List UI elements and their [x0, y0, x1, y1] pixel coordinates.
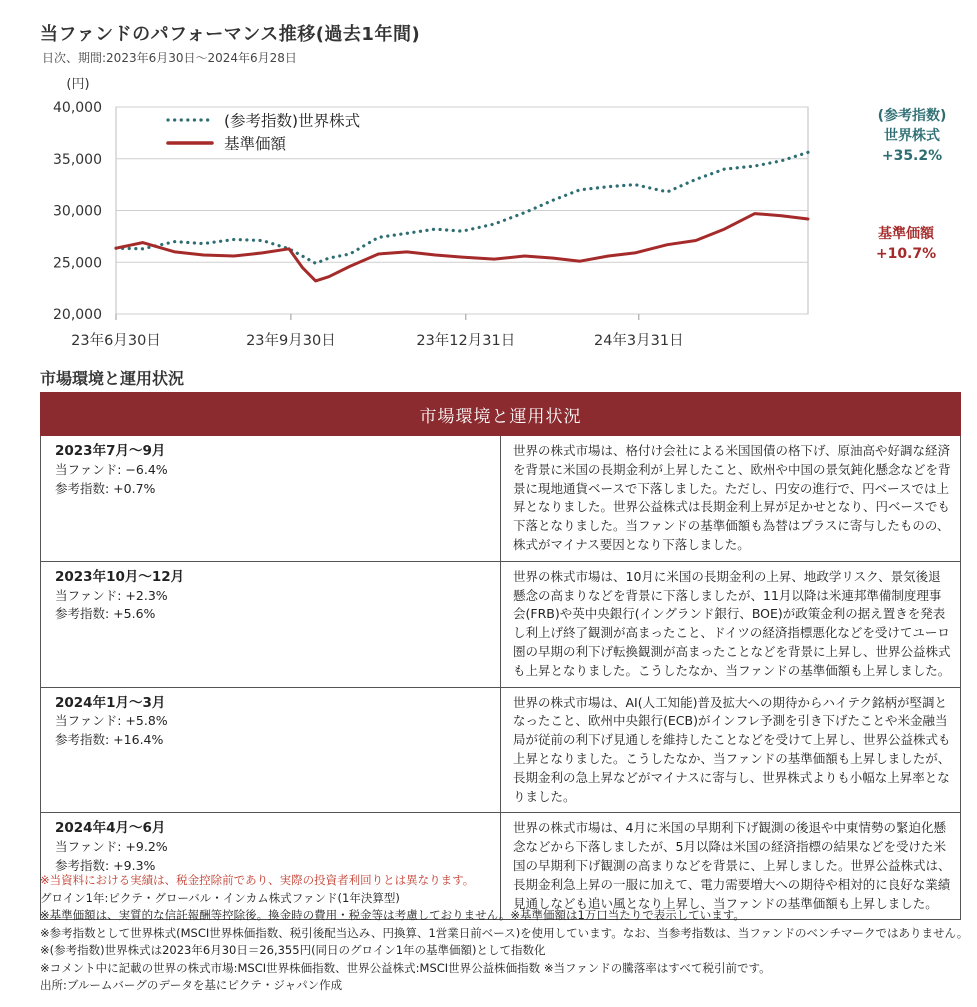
footnote-line: ※当資料における実績は、税金控除前であり、実際の投資者利回りとは異なります。 — [40, 873, 475, 887]
table-row — [41, 687, 961, 813]
footnote-line: 出所:ブルームバーグのデータを基にピクテ・ジャパン作成 — [40, 978, 343, 992]
period-label: 2024年1月～3月 — [55, 694, 166, 711]
market-environment-table — [40, 392, 961, 920]
index-return: 参考指数: +9.3% — [55, 857, 156, 873]
period-cell — [41, 687, 501, 813]
fund-return-value: +10.7% — [875, 246, 937, 262]
y-tick-label: 25,000 — [53, 255, 102, 272]
y-axis-label: (円) — [66, 77, 90, 92]
comment-cell: 世界の株式市場は、10月に米国の長期金利の上昇、地政学リスク、景気後退懸念の高まりなどを背景に下落しましたが、11月以降は米連邦準備制度理事会(FRB)や英中央銀行(イングランド銀行、BOE)が政策金利の据え置きを発表し利上げ終了観測が高まったこと、ドイツの経済指標悪化などを受けてユーロ圏の早期の利下げ転換観測が高まったことなどを背景に上昇し、世界公益株式も上昇となりました。こうしたなか、当ファンドの基準価額も上昇しました。 — [501, 561, 961, 687]
table-header: 市場環境と運用状況 — [41, 393, 961, 436]
index-return: 参考指数: +16.4% — [55, 732, 164, 748]
period-label: 2024年4月～6月 — [55, 820, 166, 837]
fund-label-title: 基準価額 — [878, 226, 934, 242]
series-line-index — [116, 152, 808, 263]
series-line-fund — [116, 214, 808, 281]
page-title: 当ファンドのパフォーマンス推移(過去1年間) — [40, 24, 421, 45]
fund-label — [858, 224, 954, 264]
footnote-line: ※基準価額は、実質的な信託報酬等控除後。換金時の費用・税金等は考慮しておりません。※基準価額は1万口当たりで表示しています。 — [40, 908, 745, 922]
chart-subtitle: 日次、期間:2023年6月30日～2024年6月28日 — [42, 51, 297, 65]
fund-return: 当ファンド: −6.4% — [55, 461, 168, 477]
y-tick-label: 20,000 — [53, 307, 102, 323]
comment-cell: 世界の株式市場は、AI(人工知能)普及拡大への期待からハイテク銘柄が堅調となったこと、欧州中央銀行(ECB)がインフレ予測を引き下げたことや米金融当局が従前の利下げ見通しを維持したことなどを受けて上昇し、世界公益株式も上昇となりました。こうしたなか、当ファンドの基準価額も上昇しましたが、長期金利の急上昇などがマイナスに寄与し、世界株式よりも小幅な上昇率となりました。 — [501, 687, 961, 813]
y-tick-label: 40,000 — [53, 100, 102, 116]
fund-return: 当ファンド: +2.3% — [55, 587, 168, 603]
period-cell — [41, 561, 501, 687]
index-label-title-2: 世界株式 — [884, 128, 940, 144]
y-axis — [53, 77, 102, 323]
x-tick-label: 23年9月30日 — [246, 333, 336, 349]
comment-cell: 世界の株式市場は、格付け会社による米国国債の格下げ、原油高や好調な経済を背景に米国の長期金利が上昇したこと、欧州や中国の景気鈍化懸念などを背景に現地通貨ベースで下落しました。ただし、円安の進行で、円ベースでは上昇となりました。世界公益株式は長期金利上昇が足かせとなり、円ベースでも下落となりました。当ファンドの基準価額も為替はプラスに寄与したものの、株式がマイナス要因となり下落しました。 — [501, 436, 961, 562]
y-tick-label: 30,000 — [53, 203, 102, 220]
legend-label-fund: 基準価額 — [224, 135, 287, 153]
footnote-line: ※参考指数として世界株式(MSCI世界株価指数、税引後配当込み、円換算、1営業日前ベース)を使用しています。なお、当参考指数は、当ファンドのベンチマークではありません。※(参考指数)世界株式は2023年6月30日＝26,355円(同日のグロイン1年の基準価額)として指数化 — [40, 925, 969, 957]
fund-return: 当ファンド: +9.2% — [55, 839, 168, 855]
x-tick-label: 23年6月30日 — [71, 333, 161, 349]
fund-return: 当ファンド: +5.8% — [55, 713, 168, 729]
footnotes — [40, 872, 970, 995]
period-cell — [41, 436, 501, 562]
chart-grid — [116, 107, 808, 314]
index-return: 参考指数: +0.7% — [55, 480, 156, 496]
table-row — [41, 436, 961, 562]
footnote-line: グロイン1年:ピクテ・グローバル・インカム株式ファンド(1年決算型) — [40, 890, 400, 905]
x-tick-label: 23年12月31日 — [416, 333, 516, 349]
index-return: 参考指数: +5.6% — [55, 606, 156, 622]
chart-series — [116, 152, 808, 281]
x-tick-label: 24年3月31日 — [593, 333, 684, 349]
legend-label-index: (参考指数)世界株式 — [224, 112, 361, 130]
period-label: 2023年10月～12月 — [55, 568, 185, 585]
section-title: 市場環境と運用状況 — [40, 369, 185, 388]
index-return-value: +35.2% — [881, 148, 943, 164]
y-tick-label: 35,000 — [53, 151, 102, 168]
x-axis — [71, 314, 683, 349]
comment-cell: 世界の株式市場は、4月に米国の早期利下げ観測の後退や中東情勢の緊迫化懸念などから下落しましたが、5月以降は米国の経済指標の結果などを受けた米国の早期利下げ観測の高まりなどを背景に、上昇しました。世界公益株式は、長期金利急上昇の一服に加えて、電力需要増大への期待や相対的に良好な業績見通しなども追い風となり上昇し、当ファンドの基準価額も上昇しました。 — [501, 813, 961, 920]
index-label — [858, 106, 966, 166]
performance-chart — [0, 0, 977, 362]
chart-legend — [168, 112, 360, 153]
index-label-title-1: (参考指数) — [877, 108, 947, 124]
period-label: 2023年7月～9月 — [55, 443, 166, 459]
footnote-line: ※コメント中に記載の世界の株式市場:MSCI世界株価指数、世界公益株式:MSCI世界公益株価指数 ※当ファンドの騰落率はすべて税引前です。 — [40, 960, 771, 975]
table-row — [41, 561, 961, 687]
